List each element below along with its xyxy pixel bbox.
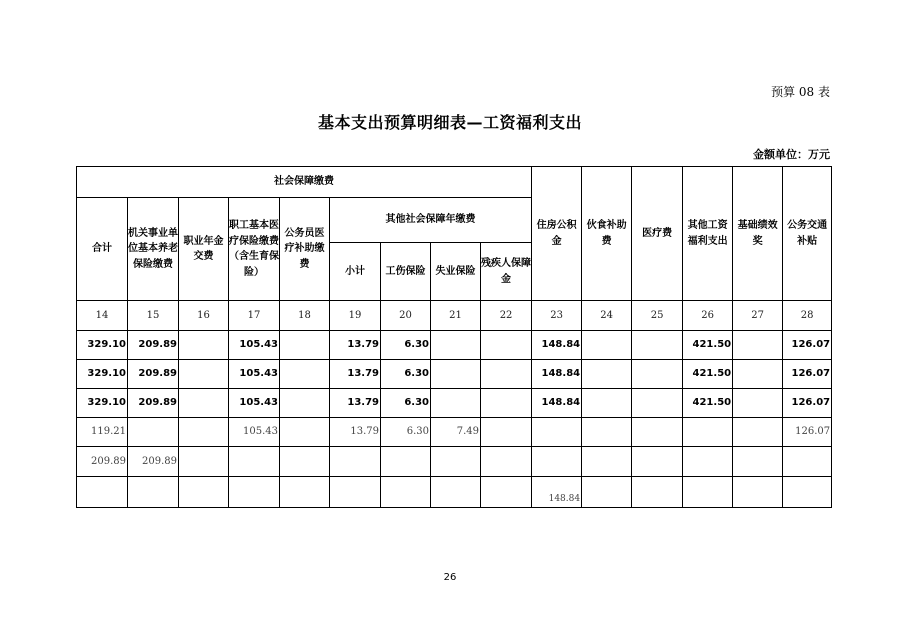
- table-cell: [179, 360, 229, 389]
- column-number: 28: [783, 301, 832, 331]
- header-injury: 工伤保险: [381, 243, 431, 301]
- table-cell: [632, 477, 683, 508]
- table-cell: [179, 331, 229, 360]
- table-cell: [280, 477, 330, 508]
- table-cell: [733, 360, 783, 389]
- header-social-security: 社会保障缴费: [77, 167, 532, 198]
- table-cell: [532, 447, 582, 477]
- column-number: 25: [632, 301, 683, 331]
- table-cell: 126.07: [783, 389, 832, 418]
- table-cell: 148.84: [532, 331, 582, 360]
- table-cell: 421.50: [683, 331, 733, 360]
- table-cell: 209.89: [128, 331, 179, 360]
- table-cell: 13.79: [330, 331, 381, 360]
- column-number: 23: [532, 301, 582, 331]
- table-cell: [229, 447, 280, 477]
- data-rows: [77, 331, 832, 508]
- table-cell: 105.43: [229, 389, 280, 418]
- amount-unit: 金额单位：万元: [753, 148, 830, 161]
- table-cell: 13.79: [330, 418, 381, 447]
- table-cell: [431, 389, 481, 418]
- table-cell: [179, 477, 229, 508]
- header-transport-subsidy: 公务交通补贴: [783, 167, 832, 301]
- expenditure-table: [76, 166, 832, 508]
- table-cell: 126.07: [783, 360, 832, 389]
- table-row: [77, 447, 832, 477]
- table-cell: [683, 447, 733, 477]
- form-number: 预算 08 表: [771, 85, 830, 99]
- header-medical-fee: 医疗费: [632, 167, 683, 301]
- table-cell: [280, 389, 330, 418]
- table-cell: [632, 389, 683, 418]
- table-cell: 126.07: [783, 331, 832, 360]
- table-row: [77, 389, 832, 418]
- table-cell: [632, 447, 683, 477]
- table-cell: [733, 389, 783, 418]
- table-cell: [481, 418, 532, 447]
- table-cell: 148.84: [532, 477, 582, 508]
- table-cell: [431, 447, 481, 477]
- table-cell: [330, 477, 381, 508]
- table-row: [77, 477, 832, 508]
- column-number: 21: [431, 301, 481, 331]
- column-number: 16: [179, 301, 229, 331]
- table-cell: 126.07: [783, 418, 832, 447]
- table-cell: 329.10: [77, 360, 128, 389]
- table-cell: 209.89: [128, 447, 179, 477]
- table-cell: [481, 389, 532, 418]
- table-cell: [582, 477, 632, 508]
- header-subtotal: 小计: [330, 243, 381, 301]
- header-total: 合计: [77, 198, 128, 301]
- table-cell: 13.79: [330, 360, 381, 389]
- table-cell: 105.43: [229, 418, 280, 447]
- table-cell: [280, 331, 330, 360]
- column-number: 14: [77, 301, 128, 331]
- header-other-social: 其他社会保障年缴费: [330, 198, 532, 243]
- table-cell: [330, 447, 381, 477]
- table-cell: [783, 477, 832, 508]
- table-cell: [683, 477, 733, 508]
- table-cell: [481, 447, 532, 477]
- table-cell: 105.43: [229, 331, 280, 360]
- table-cell: [683, 418, 733, 447]
- table-cell: [582, 447, 632, 477]
- header-unemployment: 失业保险: [431, 243, 481, 301]
- table-row: [77, 418, 832, 447]
- column-number: 20: [381, 301, 431, 331]
- table-cell: 105.43: [229, 360, 280, 389]
- table-cell: [128, 418, 179, 447]
- table-cell: [229, 477, 280, 508]
- column-number: 15: [128, 301, 179, 331]
- column-number: 24: [582, 301, 632, 331]
- table-cell: 209.89: [77, 447, 128, 477]
- table-cell: [381, 447, 431, 477]
- column-number-row: [77, 301, 832, 331]
- table-cell: 6.30: [381, 389, 431, 418]
- table-row: [77, 331, 832, 360]
- table-cell: [179, 418, 229, 447]
- table-cell: [280, 418, 330, 447]
- table-cell: [532, 418, 582, 447]
- table-cell: 13.79: [330, 389, 381, 418]
- table-cell: 209.89: [128, 360, 179, 389]
- table-cell: [733, 331, 783, 360]
- table-cell: [582, 331, 632, 360]
- column-number: 26: [683, 301, 733, 331]
- table-cell: [481, 477, 532, 508]
- header-disabled: 残疾人保障金: [481, 243, 532, 301]
- table-cell: [582, 360, 632, 389]
- table-cell: [280, 360, 330, 389]
- header-civil-medical: 公务员医疗补助缴费: [280, 198, 330, 301]
- table-cell: 6.30: [381, 418, 431, 447]
- table-cell: 209.89: [128, 389, 179, 418]
- table-cell: 6.30: [381, 360, 431, 389]
- table-row: [77, 360, 832, 389]
- header-annuity: 职业年金交费: [179, 198, 229, 301]
- table-cell: 329.10: [77, 331, 128, 360]
- table-cell: [632, 331, 683, 360]
- header-performance-bonus: 基础绩效奖: [733, 167, 783, 301]
- table-cell: [481, 360, 532, 389]
- table-cell: [280, 447, 330, 477]
- column-number: 18: [280, 301, 330, 331]
- table-cell: [632, 418, 683, 447]
- table-cell: [733, 447, 783, 477]
- table-cell: [582, 418, 632, 447]
- table-cell: 421.50: [683, 389, 733, 418]
- table-cell: [481, 331, 532, 360]
- table-cell: 7.49: [431, 418, 481, 447]
- table-cell: [431, 360, 481, 389]
- table-cell: [179, 447, 229, 477]
- table-cell: [733, 418, 783, 447]
- table-cell: 148.84: [532, 360, 582, 389]
- table-cell: 421.50: [683, 360, 733, 389]
- page-title: 基本支出预算明细表—工资福利支出: [317, 113, 582, 132]
- table-cell: [431, 477, 481, 508]
- column-number: 19: [330, 301, 381, 331]
- header-medical-insurance: 职工基本医疗保险缴费（含生育保险）: [229, 198, 280, 301]
- table-cell: 6.30: [381, 331, 431, 360]
- table-cell: 119.21: [77, 418, 128, 447]
- column-number: 22: [481, 301, 532, 331]
- column-number: 17: [229, 301, 280, 331]
- header-pension: 机关事业单位基本养老保险缴费: [128, 198, 179, 301]
- table-cell: [632, 360, 683, 389]
- table-cell: [733, 477, 783, 508]
- header-other-welfare: 其他工资福利支出: [683, 167, 733, 301]
- table-cell: 329.10: [77, 389, 128, 418]
- table-cell: [431, 331, 481, 360]
- table-cell: 148.84: [532, 389, 582, 418]
- header-housing-fund: 住房公积金: [532, 167, 582, 301]
- column-number: 27: [733, 301, 783, 331]
- page-number: 26: [443, 572, 457, 583]
- table-cell: [381, 477, 431, 508]
- table-cell: [783, 447, 832, 477]
- table-cell: [77, 477, 128, 508]
- table-cell: [128, 477, 179, 508]
- table-cell: [179, 389, 229, 418]
- table-cell: [582, 389, 632, 418]
- header-meal-subsidy: 伙食补助费: [582, 167, 632, 301]
